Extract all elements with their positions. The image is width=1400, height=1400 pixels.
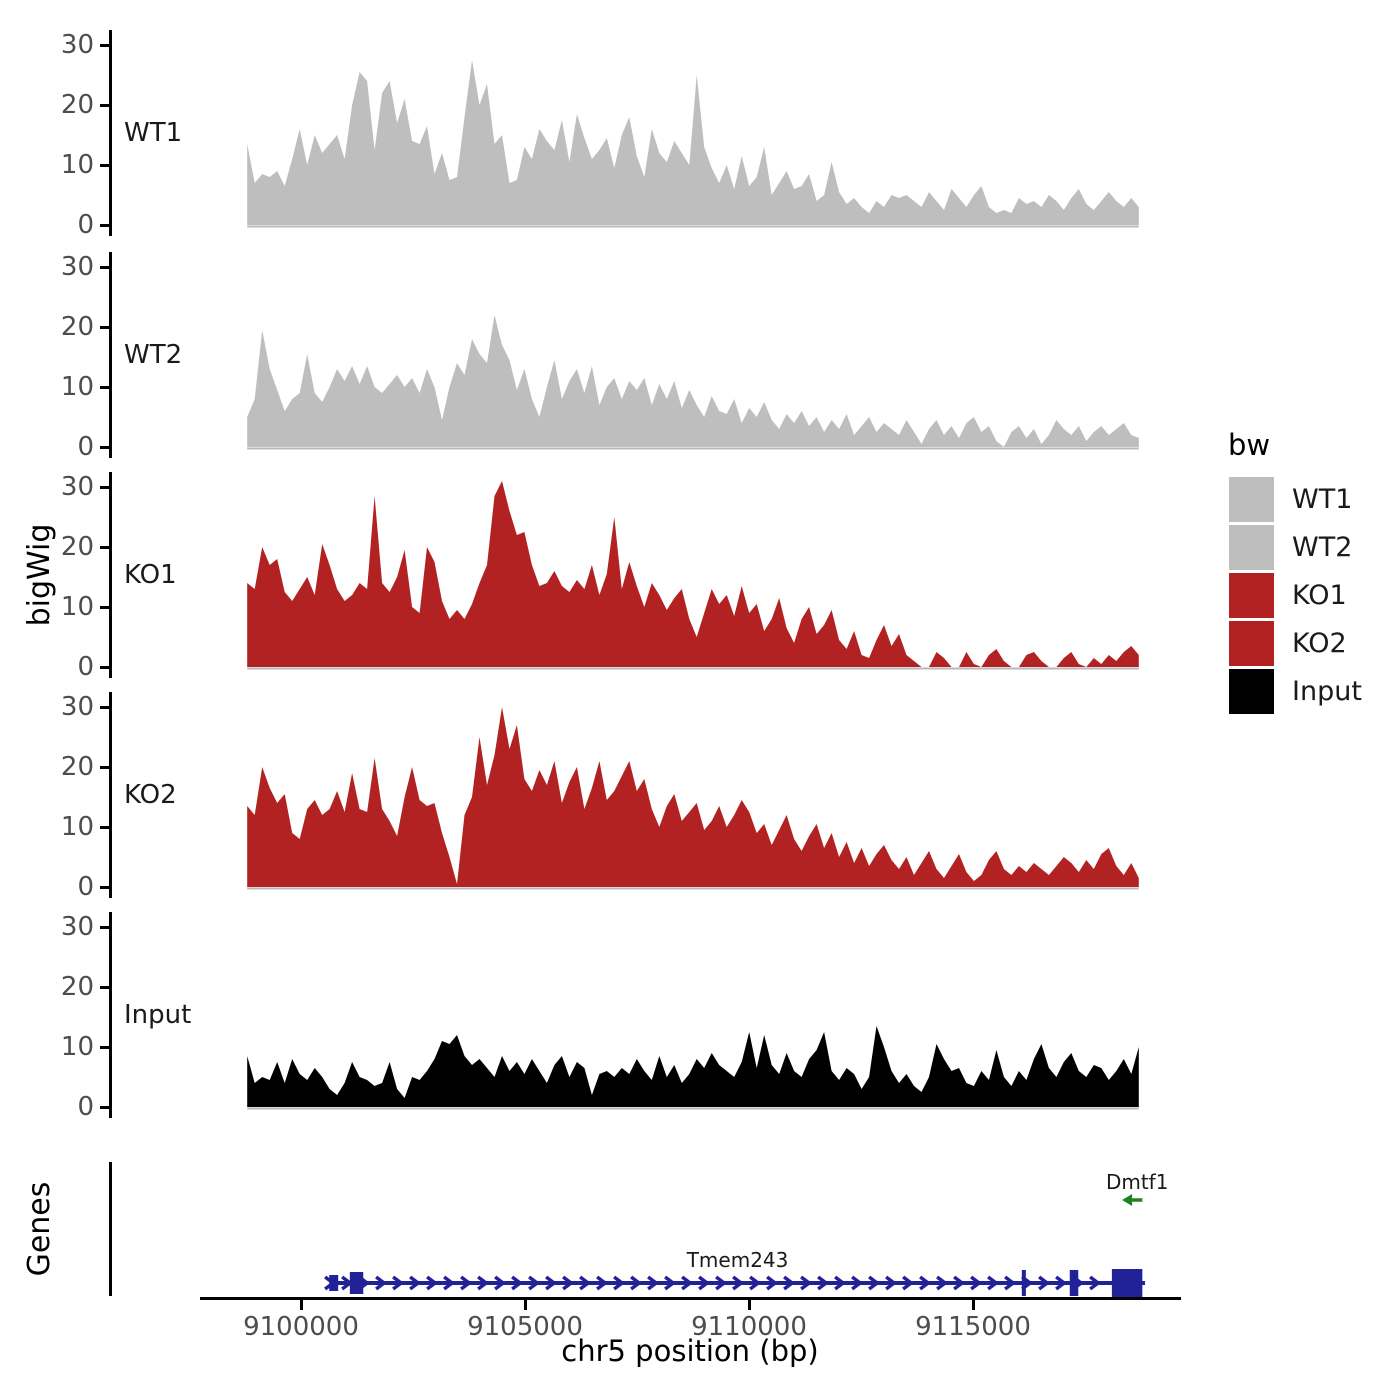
- exon-tmem243-0: [329, 1275, 338, 1291]
- track-panel-wt2: [0, 252, 1400, 462]
- strand-arrowhead-dmtf1: [1122, 1194, 1132, 1206]
- y-tick-label-ko2-30: 30: [60, 692, 94, 722]
- x-tick-9105000: [524, 1300, 527, 1310]
- y-tick-label-ko2-20: 20: [60, 752, 94, 782]
- area-svg-input: [0, 915, 1400, 1121]
- exon-tmem243-2: [1022, 1270, 1026, 1296]
- y-tick-label-wt2-0: 0: [77, 432, 94, 462]
- exon-tmem243-1: [350, 1272, 363, 1294]
- track-label-wt2: WT2: [124, 340, 183, 370]
- legend-label-ko2: KO2: [1292, 628, 1347, 659]
- x-tick-label-9100000: 9100000: [243, 1312, 359, 1342]
- legend-swatch-ko2: [1229, 621, 1274, 666]
- coverage-area-ko1: [247, 481, 1139, 667]
- y-tick-label-input-20: 20: [60, 972, 94, 1002]
- coverage-area-wt1: [247, 60, 1139, 225]
- y-tick-label-wt2-10: 10: [60, 372, 94, 402]
- legend-label-ko1: KO1: [1292, 580, 1347, 611]
- y-axis-title-bigwig: bigWig: [22, 523, 57, 627]
- coverage-area-input: [247, 1026, 1139, 1107]
- y-tick-label-input-30: 30: [60, 912, 94, 942]
- exon-tmem243-4: [1112, 1269, 1142, 1297]
- x-tick-9110000: [748, 1300, 751, 1310]
- x-axis-title: chr5 position (bp): [561, 1334, 819, 1368]
- y-tick-label-wt1-20: 20: [60, 90, 94, 120]
- y-axis-title-genes: Genes: [22, 1181, 57, 1277]
- coverage-area-ko2: [247, 707, 1139, 887]
- exon-tmem243-3: [1070, 1270, 1079, 1296]
- y-tick-label-ko2-0: 0: [77, 872, 94, 902]
- area-svg-ko1: [0, 475, 1400, 681]
- track-panel-input: [0, 912, 1400, 1122]
- y-tick-label-ko1-20: 20: [60, 532, 94, 562]
- track-panel-wt1: [0, 30, 1400, 240]
- track-label-ko2: KO2: [124, 780, 177, 810]
- y-tick-label-wt1-10: 10: [60, 150, 94, 180]
- x-tick-label-9115000: 9115000: [915, 1312, 1031, 1342]
- legend-swatch-ko1: [1229, 573, 1274, 618]
- legend-label-input: Input: [1292, 676, 1362, 707]
- track-panel-ko1: [0, 472, 1400, 682]
- legend-label-wt2: WT2: [1292, 532, 1353, 563]
- track-label-ko1: KO1: [124, 560, 177, 590]
- legend-swatch-wt1: [1229, 477, 1274, 522]
- gene-label-dmtf1: Dmtf1: [1105, 1170, 1169, 1194]
- legend-label-wt1: WT1: [1292, 484, 1353, 515]
- y-tick-label-wt1-0: 0: [77, 210, 94, 240]
- legend-swatch-input: [1229, 669, 1274, 714]
- track-label-wt1: WT1: [124, 118, 183, 148]
- x-tick-9115000: [972, 1300, 975, 1310]
- y-tick-label-input-0: 0: [77, 1092, 94, 1122]
- x-tick-label-9110000: 9110000: [691, 1312, 807, 1342]
- area-svg-wt1: [0, 33, 1400, 239]
- y-tick-label-ko2-10: 10: [60, 812, 94, 842]
- gene-label-tmem243: Tmem243: [686, 1248, 789, 1272]
- legend-title: bw: [1228, 428, 1271, 462]
- y-tick-label-ko1-10: 10: [60, 592, 94, 622]
- track-panel-ko2: [0, 692, 1400, 902]
- y-tick-label-wt1-30: 30: [60, 30, 94, 60]
- y-tick-label-ko1-0: 0: [77, 652, 94, 682]
- track-label-input: Input: [124, 1000, 192, 1030]
- area-svg-wt2: [0, 255, 1400, 461]
- y-tick-label-wt2-20: 20: [60, 312, 94, 342]
- y-tick-label-ko1-30: 30: [60, 472, 94, 502]
- y-tick-label-input-10: 10: [60, 1032, 94, 1062]
- area-svg-ko2: [0, 695, 1400, 901]
- x-axis-line: [200, 1297, 1181, 1300]
- legend-swatch-wt2: [1229, 525, 1274, 570]
- y-tick-label-wt2-30: 30: [60, 252, 94, 282]
- x-tick-9100000: [300, 1300, 303, 1310]
- coverage-area-wt2: [247, 315, 1139, 447]
- x-tick-label-9105000: 9105000: [467, 1312, 583, 1342]
